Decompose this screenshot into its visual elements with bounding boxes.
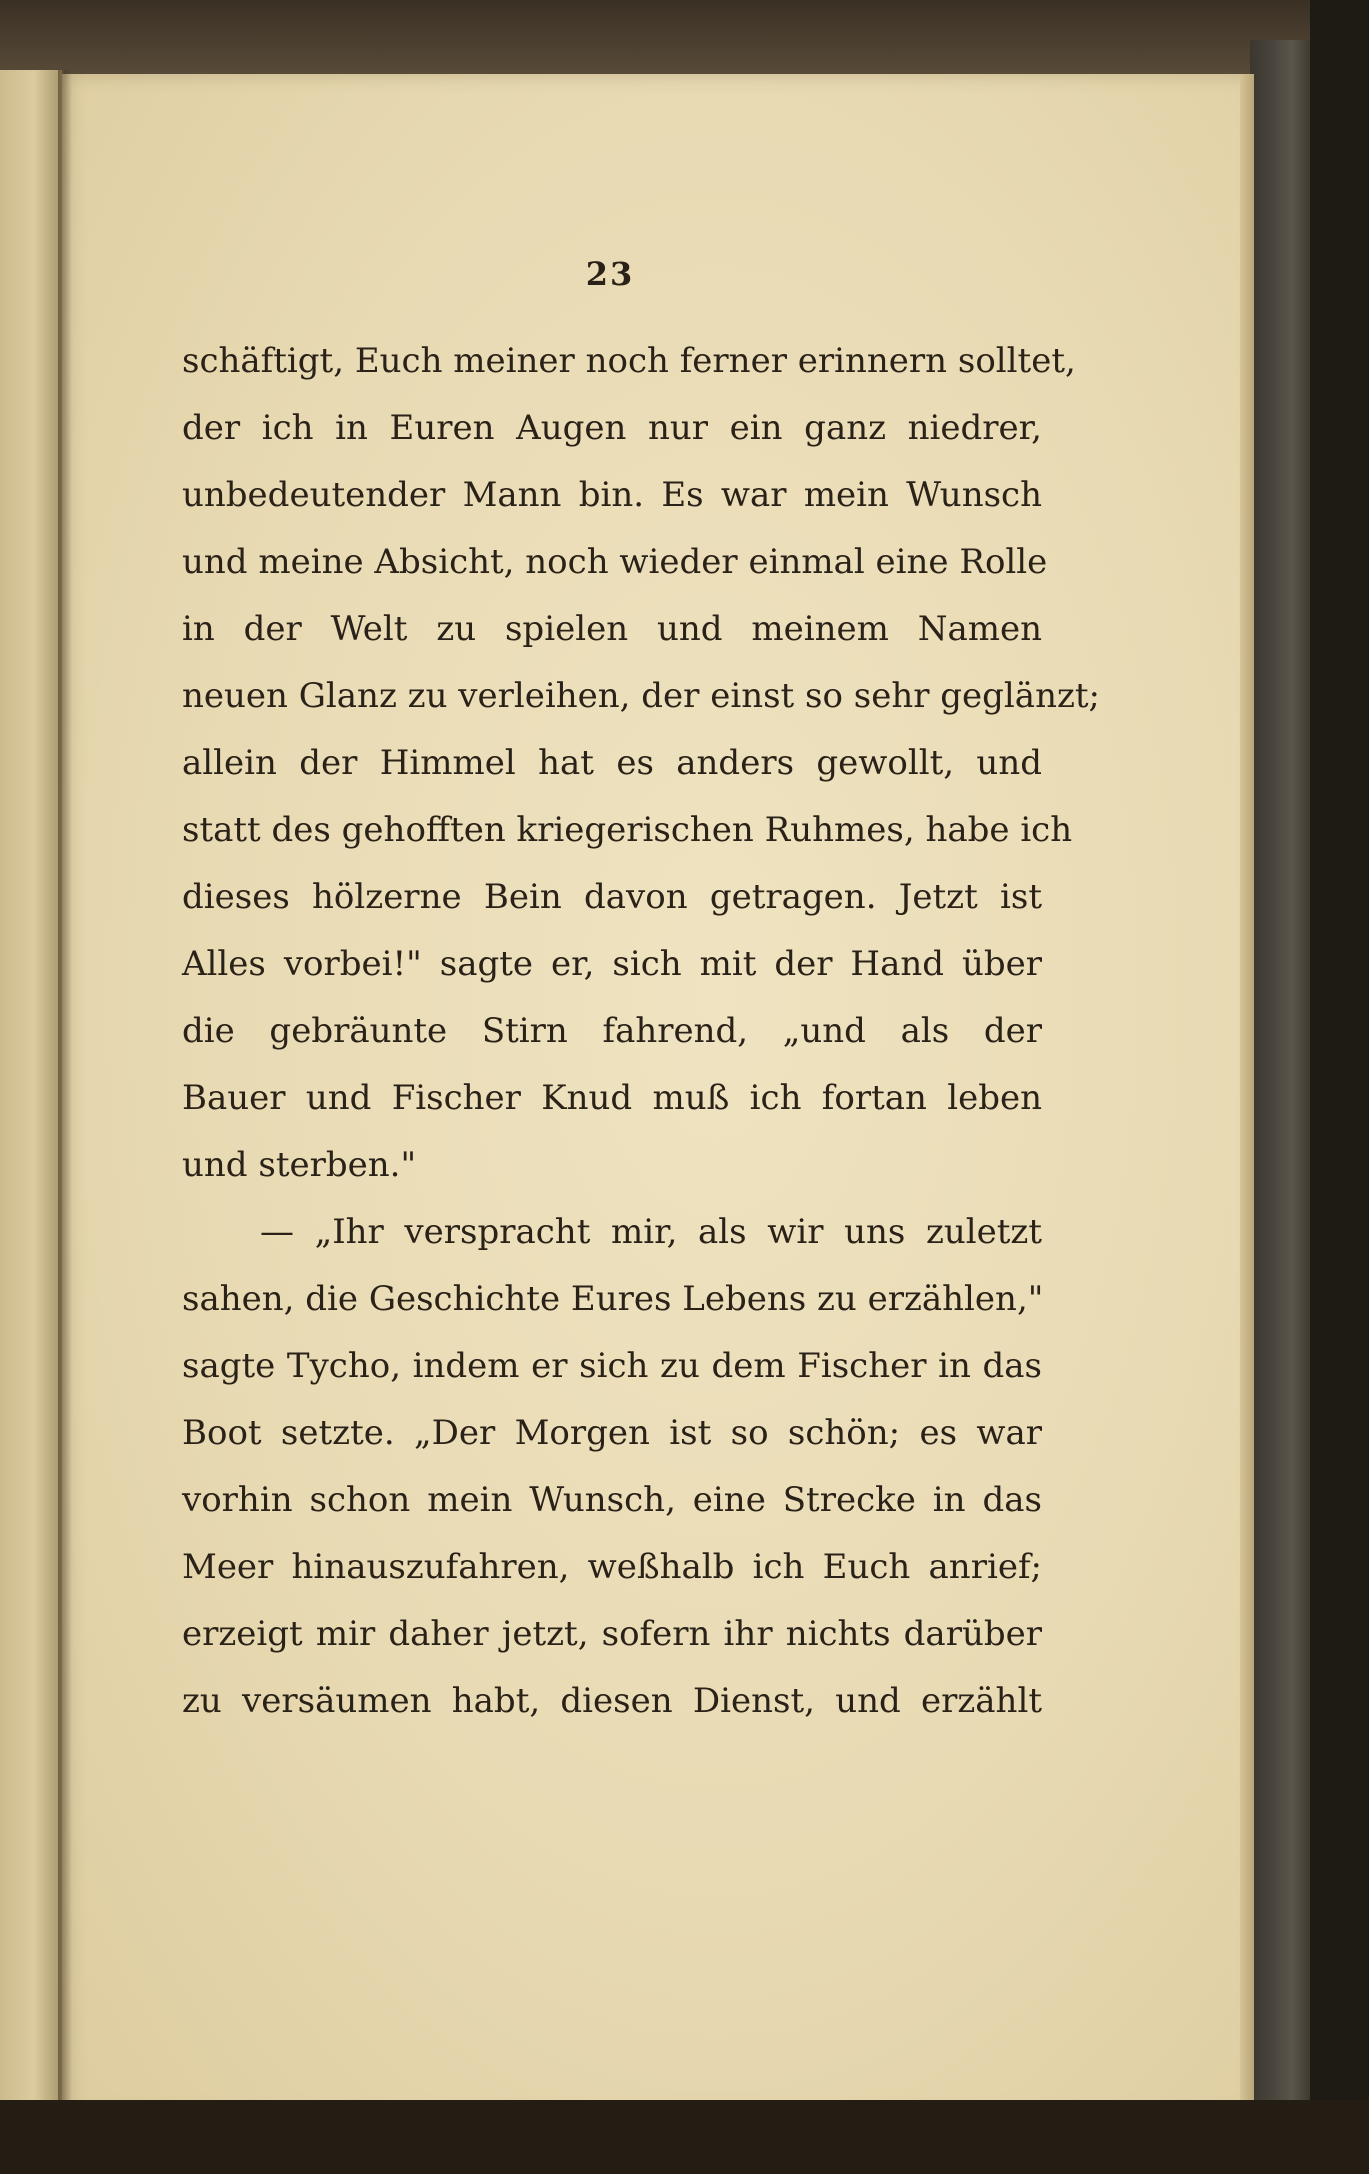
text-line: sagte Tycho, indem er sich zu dem Fischer in das [182,1346,1042,1386]
text-line: vorhin schon mein Wunsch, eine Strecke in das [182,1480,1042,1520]
text-line: Alles vorbei!" sagte er, sich mit der Hand über [182,944,1042,984]
text-line: — „Ihr verspracht mir, als wir uns zuletzt [260,1212,1042,1252]
text-line: Bauer und Fischer Knud muß ich fortan leben [182,1078,1042,1118]
book-cover-top [0,0,1369,80]
text-line: dieses hölzerne Bein davon getragen. Jetzt ist [182,877,1042,917]
text-line: sahen, die Geschichte Eures Lebens zu erzählen," [182,1279,1044,1319]
text-line: die gebräunte Stirn fahrend, „und als der [182,1011,1042,1051]
book-binding-edge [1250,40,1310,2110]
text-line: und sterben." [182,1145,417,1185]
text-line: neuen Glanz zu verleihen, der einst so sehr geglänzt; [182,676,1100,716]
page-edge [1240,74,1254,2114]
text-line: unbedeutender Mann bin. Es war mein Wunsch [182,475,1042,515]
text-line: schäftigt, Euch meiner noch ferner erinnern solltet, [182,341,1076,381]
text-line: und meine Absicht, noch wieder einmal eine Rolle [182,542,1048,582]
text-line: in der Welt zu spielen und meinem Namen [182,609,1042,649]
background-bottom [0,2100,1369,2174]
facing-page-edge [0,70,64,2110]
text-line: Boot setzte. „Der Morgen ist so schön; es war [182,1413,1042,1453]
text-line: der ich in Euren Augen nur ein ganz niedrer, [182,408,1042,448]
text-line: Meer hinauszufahren, weßhalb ich Euch anrief; [182,1547,1042,1587]
text-line: erzeigt mir daher jetzt, sofern ihr nichts darüber [182,1614,1042,1654]
body-text [182,328,1100,1735]
text-line: statt des gehofften kriegerischen Ruhmes, habe ich [182,810,1073,850]
spine-gutter [58,70,72,2110]
text-line: zu versäumen habt, diesen Dienst, und erzählt [182,1681,1042,1721]
text-line: allein der Himmel hat es anders gewollt, und [182,743,1042,783]
page-number: 23 [585,255,635,293]
background-right [1310,0,1369,2174]
